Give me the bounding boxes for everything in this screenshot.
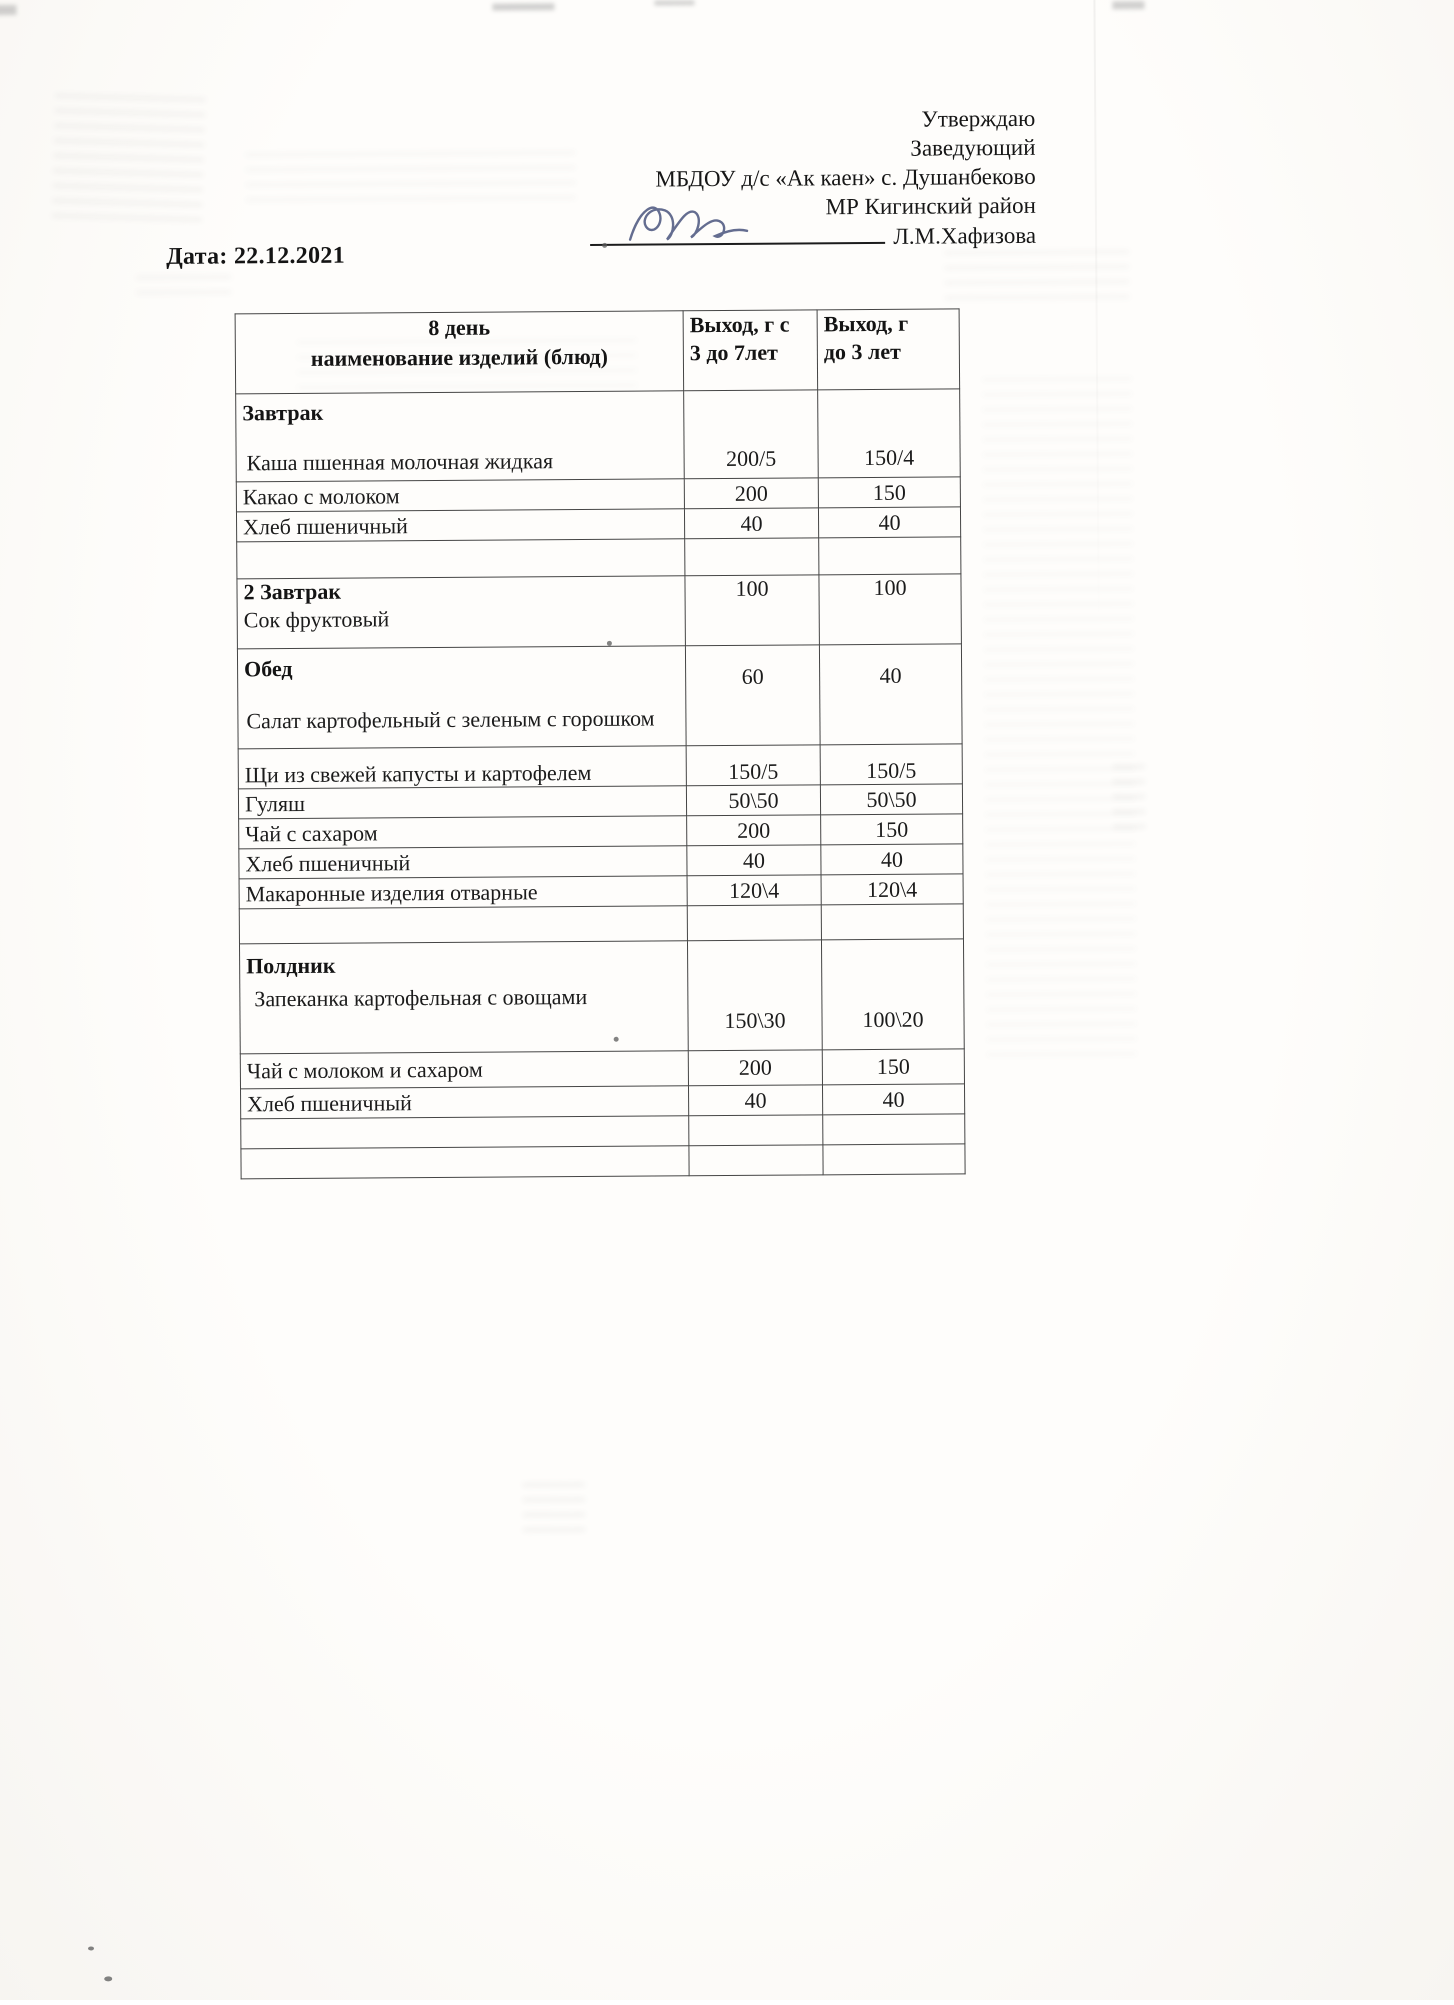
dish-name: Чай с сахаром: [245, 819, 378, 846]
dish-cell: [237, 646, 686, 749]
section-title: 2 Завтрак: [243, 578, 342, 605]
dish-name: Гуляш: [244, 790, 306, 816]
portion-under3-cell: [819, 537, 961, 575]
bleed-through-artifact: [52, 94, 206, 228]
dish-name: Макаронные изделия отварные: [245, 878, 538, 906]
menu-empty-row: [241, 1144, 965, 1179]
portion-3to7-cell: 40: [684, 508, 818, 539]
portion-under3-cell: 150/4: [818, 389, 961, 478]
dish-name: Салат картофельный с зеленым с горошком: [246, 705, 655, 734]
dish-name: Хлеб пшеничный: [247, 1089, 412, 1116]
menu-table: [235, 308, 966, 1179]
menu-item-row: [238, 744, 962, 789]
portion-3to7-cell: [689, 1145, 823, 1176]
scan-edge-mark: [654, 0, 694, 5]
portion-3to7-cell: 200/5: [684, 390, 819, 479]
dish-cell: [236, 509, 684, 542]
portion-3to7-cell: [687, 905, 821, 941]
section-title: Завтрак: [242, 399, 324, 426]
portion-under3-cell: 40: [818, 507, 960, 538]
bleed-through-artifact: [944, 250, 1129, 303]
dish-cell: [236, 479, 684, 512]
dish-cell: [239, 876, 687, 909]
dish-cell: [239, 941, 688, 1054]
approval-block: [589, 104, 1036, 253]
scan-speck: [104, 1976, 112, 1981]
section-title: Обед: [243, 656, 293, 682]
dish-cell: [238, 786, 686, 819]
portion-3to7-cell: 40: [687, 845, 821, 876]
menu-section-row: [239, 939, 964, 1054]
date-label: Дата: 22.12.2021: [166, 242, 346, 270]
dish-cell: [239, 816, 687, 849]
portion-under3-cell: 100\20: [821, 939, 964, 1050]
bleed-through-artifact: [245, 151, 575, 211]
header-portion-under3: Выход, г до 3 лет: [817, 309, 960, 390]
dish-cell: [237, 576, 685, 649]
paper-edge-shadow: [1093, 0, 1099, 637]
portion-under3-cell: 150: [821, 814, 963, 845]
menu-empty-row: [237, 537, 961, 579]
dish-cell: [238, 746, 686, 789]
portion-under3-cell: 40: [819, 644, 962, 745]
signature-row: [590, 221, 1036, 253]
menu-table-body: [236, 389, 965, 1179]
dish-cell: [239, 906, 687, 944]
header-dishes: 8 день наименование изделий (блюд): [235, 311, 684, 394]
portion-under3-cell: [823, 1114, 965, 1145]
dish-cell: [237, 539, 685, 579]
portion-under3-cell: [821, 904, 963, 940]
scan-edge-mark: [492, 3, 554, 10]
dish-name: Какао с молоком: [242, 482, 400, 509]
portion-3to7-cell: [689, 1115, 823, 1146]
portion-3to7-cell: 50\50: [686, 785, 820, 816]
approval-line: МБДОУ д/с «Ак каен» с. Душанбеково: [655, 163, 1036, 192]
portion-under3-cell: [823, 1144, 965, 1175]
menu-table-header: [235, 309, 960, 394]
menu-empty-row: [239, 904, 963, 944]
menu-section-row: [236, 389, 961, 482]
portion-3to7-cell: 200: [688, 1050, 822, 1086]
portion-under3-cell: 150/5: [820, 744, 962, 785]
bleed-through-artifact: [982, 377, 1137, 1068]
dish-cell: [239, 846, 687, 879]
approver-name: Л.М.Хафизова: [893, 222, 1037, 249]
portion-3to7-cell: 200: [684, 478, 818, 509]
menu-item-row: [240, 1049, 964, 1089]
portion-3to7-cell: 60: [685, 645, 820, 746]
portion-3to7-cell: 150\30: [687, 940, 822, 1051]
approval-line: Заведующий: [910, 134, 1036, 161]
portion-under3-cell: 40: [821, 844, 963, 875]
dish-cell: [241, 1086, 689, 1119]
dish-name: Чай с молоком и сахаром: [246, 1056, 483, 1084]
portion-under3-cell: 150: [822, 1049, 964, 1085]
dish-name: Каша пшенная молочная жидкая: [246, 448, 554, 476]
portion-3to7-cell: 120\4: [687, 875, 821, 906]
dish-name: Щи из свежей капусты и картофелем: [244, 759, 592, 788]
portion-under3-cell: 120\4: [821, 874, 963, 905]
dish-name: Сок фруктовый: [243, 606, 390, 633]
scan-edge-mark: [0, 5, 17, 15]
section-title: Полдник: [246, 952, 336, 979]
dish-name: Запеканка картофельная с овощами: [254, 983, 588, 1012]
menu-section-row: [237, 574, 961, 649]
header-portion-3to7: Выход, г с 3 до 7лет: [683, 310, 818, 391]
dish-cell: [240, 1051, 688, 1089]
portion-3to7-cell: 200: [687, 815, 821, 846]
approval-line: Утверждаю: [921, 105, 1036, 132]
portion-under3-cell: 40: [822, 1084, 964, 1115]
signature-ink: [620, 195, 760, 254]
portion-under3-cell: 150: [818, 477, 960, 508]
header-row: [235, 309, 960, 394]
portion-under3-cell: 50\50: [820, 784, 962, 815]
dish-name: Хлеб пшеничный: [242, 512, 408, 539]
bleed-through-artifact: [136, 275, 231, 302]
approval-line: МР Кигинский район: [825, 192, 1036, 220]
scan-speck: [88, 1946, 94, 1950]
dish-name: Хлеб пшеничный: [245, 849, 411, 876]
bleed-through-artifact: [1113, 765, 1145, 829]
dish-cell: [241, 1146, 689, 1179]
scan-edge-mark: [1112, 1, 1144, 9]
portion-3to7-cell: 100: [685, 575, 819, 646]
portion-under3-cell: 100: [819, 574, 961, 645]
bleed-through-artifact: [523, 1483, 585, 1531]
dish-cell: [241, 1116, 689, 1149]
portion-3to7-cell: 40: [688, 1085, 822, 1116]
menu-section-row: [237, 644, 962, 749]
dish-cell: [236, 391, 685, 482]
portion-3to7-cell: [685, 538, 819, 576]
portion-3to7-cell: 150/5: [686, 745, 820, 786]
